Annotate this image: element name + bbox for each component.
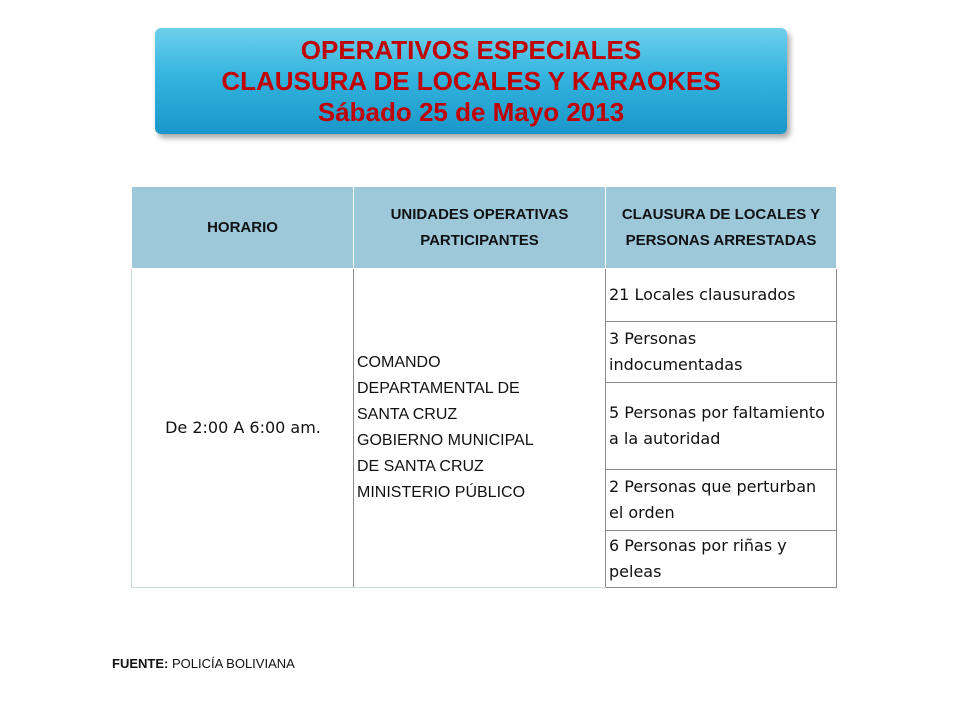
operations-table (131, 186, 837, 588)
source-label: FUENTE: (112, 656, 169, 671)
unidad-line: MINISTERIO PÚBLICO (357, 484, 526, 501)
unidad-line: DE SANTA CRUZ (357, 458, 484, 475)
resultado-cell: 5 Personas por faltamiento a la autoridad (606, 383, 837, 470)
title-line-2: CLAUSURA DE LOCALES Y KARAOKES (221, 65, 721, 96)
header-unidades: UNIDADES OPERATIVAS PARTICIPANTES (354, 187, 606, 269)
horario-cell: De 2:00 A 6:00 am. (132, 269, 354, 588)
resultado-cell: 3 Personas indocumentadas (606, 322, 837, 383)
title-line-1: OPERATIVOS ESPECIALES (300, 34, 642, 65)
table-row (132, 269, 837, 322)
source-note (112, 656, 295, 671)
title-line-3: Sábado 25 de Mayo 2013 (317, 96, 625, 127)
header-horario: HORARIO (132, 187, 354, 269)
resultado-cell: 2 Personas que perturban el orden (606, 470, 837, 531)
resultado-cell: 6 Personas por riñas y peleas (606, 531, 837, 588)
unidad-line: GOBIERNO MUNICIPAL (357, 432, 534, 449)
header-clausura: CLAUSURA DE LOCALES Y PERSONAS ARRESTADAS (606, 187, 837, 269)
source-value: POLICÍA BOLIVIANA (171, 656, 295, 671)
table-header-row (132, 187, 837, 269)
unidades-cell (354, 269, 606, 588)
resultado-cell: 21 Locales clausurados (606, 269, 837, 322)
unidad-line: SANTA CRUZ (357, 406, 458, 423)
unidad-line: COMANDO (357, 354, 441, 371)
unidad-line: DEPARTAMENTAL DE (357, 380, 520, 397)
title-banner (155, 28, 787, 134)
